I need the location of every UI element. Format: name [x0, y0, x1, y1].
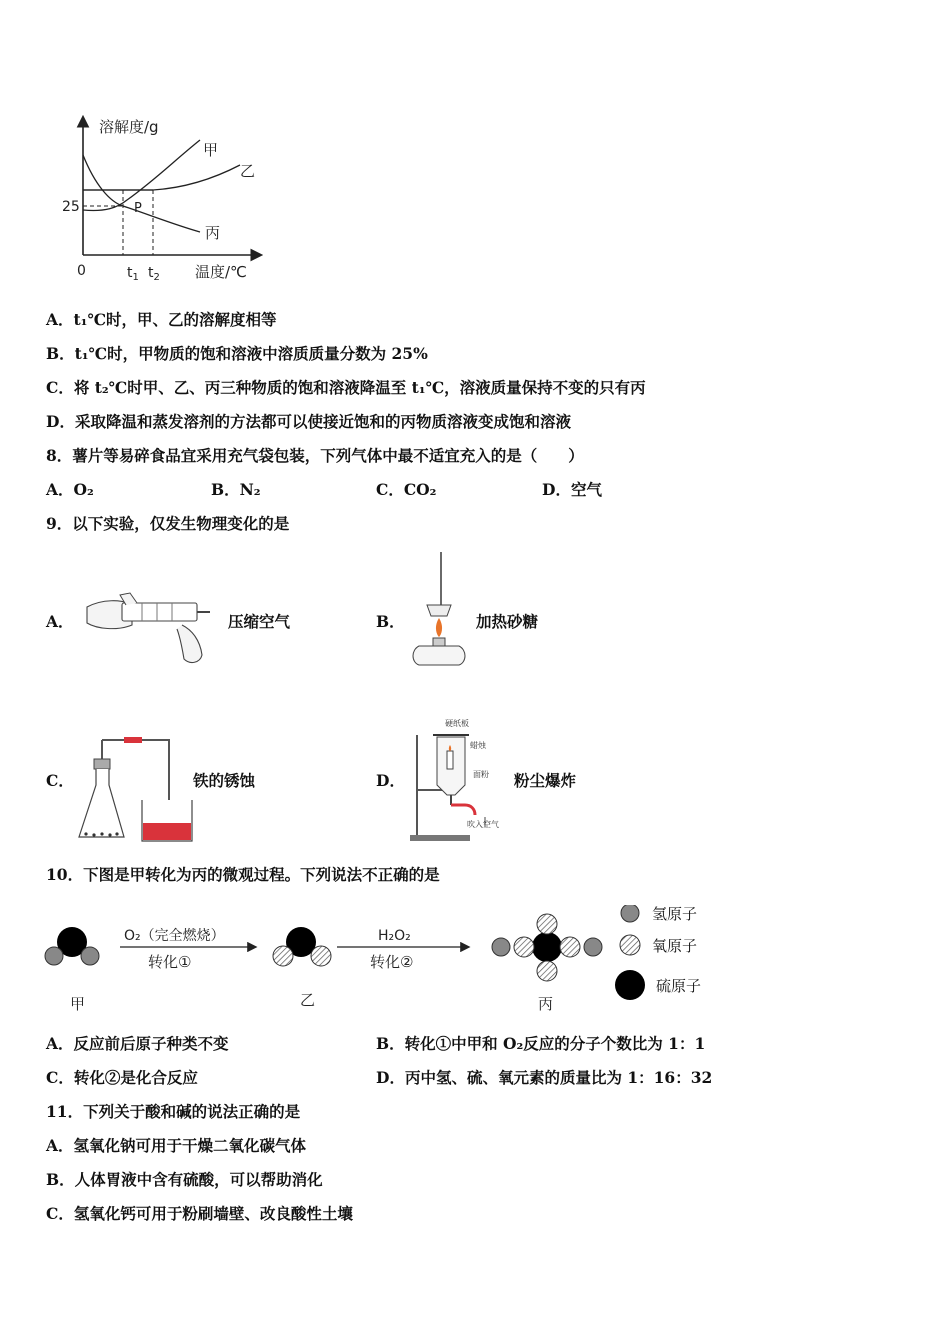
q10-option-d: D．丙中氢、硫、氧元素的质量比为 1：16：32: [376, 1068, 713, 1087]
q10-option-a: A．反应前后原子种类不变: [46, 1034, 229, 1053]
micro-process-diagram: [40, 905, 710, 1020]
graph-y25: 25: [62, 199, 80, 215]
graph-point: P: [134, 201, 142, 216]
q8-option-a: A．O₂: [46, 480, 94, 499]
q8-option-c: C．CO₂: [376, 480, 437, 499]
q7-option-d: D．采取降温和蒸发溶剂的方法都可以使接近饱和的丙物质溶液变成饱和溶液: [46, 412, 571, 431]
d-label-flour: 面粉: [473, 770, 489, 779]
graph-label-bing: 丙: [205, 224, 221, 242]
flame-icon: [436, 618, 442, 637]
q9-b-text: 加热砂糖: [476, 612, 539, 631]
graph-ylabel: 溶解度/g: [99, 118, 159, 136]
graph-origin: 0: [77, 263, 86, 279]
curve-bing: [83, 155, 200, 232]
q9-d-letter: D．: [376, 771, 405, 790]
legend-o-icon: [620, 935, 640, 955]
curve-yi: [83, 165, 240, 190]
legend-h-label: 氢原子: [652, 905, 698, 923]
q8-stem: 8．薯片等易碎食品宜采用充气袋包装，下列气体中最不适宜充入的是（ ）: [46, 446, 584, 465]
q9-a-text: 压缩空气: [228, 612, 291, 631]
legend-s-label: 硫原子: [656, 977, 702, 995]
graph-t2: $t_2$: [148, 265, 160, 283]
q9-b-letter: B．: [376, 612, 405, 631]
q9-c-letter: C．: [46, 771, 74, 790]
graph-label-yi: 乙: [240, 162, 256, 180]
arrow1-bottom: 转化①: [148, 953, 192, 971]
q11-option-c: C．氢氧化钙可用于粉刷墙壁、改良酸性土壤: [46, 1204, 353, 1223]
q10-stem: 10．下图是甲转化为丙的微观过程。下列说法不正确的是: [46, 865, 440, 884]
mol-yi-label: 乙: [300, 991, 316, 1009]
q8-option-b: B．N₂: [211, 480, 261, 499]
q7-option-a: A．t₁℃时，甲、乙的溶解度相等: [46, 310, 277, 329]
q8-option-d: D．空气: [542, 480, 602, 499]
red-liquid: [143, 823, 191, 840]
q11-stem: 11．下列关于酸和碱的说法正确的是: [46, 1102, 301, 1121]
solubility-graph: [55, 110, 270, 290]
q11-option-a: A．氢氧化钠可用于干燥二氧化碳气体: [46, 1136, 307, 1155]
mol-jia-label: 甲: [70, 995, 86, 1013]
dust-explosion-illustration: [405, 715, 515, 845]
q9-stem: 9．以下实验，仅发生物理变化的是: [46, 514, 290, 533]
arrow2-top: H₂O₂: [378, 928, 411, 944]
graph-xlabel: 温度/℃: [195, 263, 247, 281]
legend-s-icon: [615, 970, 645, 1000]
q9-a-letter: A．: [46, 612, 74, 631]
q10-option-c: C．转化②是化合反应: [46, 1068, 198, 1087]
rusting-apparatus-illustration: [74, 735, 199, 845]
q9-d-text: 粉尘爆炸: [514, 771, 577, 790]
q7-option-c: C．将 t₂℃时甲、乙、丙三种物质的饱和溶液降温至 t₁℃，溶液质量保持不变的只有丙: [46, 378, 646, 397]
graph-label-jia: 甲: [203, 141, 219, 159]
d-label-candle: 蜡烛: [470, 741, 486, 750]
d-label-board: 硬纸板: [445, 719, 469, 728]
mol-bing-label: 丙: [538, 995, 554, 1013]
graph-t1: $t_1$: [127, 265, 139, 283]
q10-option-b: B．转化①中甲和 O₂反应的分子个数比为 1：1: [376, 1034, 706, 1053]
alcohol-lamp-illustration: [405, 550, 470, 670]
legend-h-icon: [621, 905, 639, 922]
legend-o-label: 氧原子: [652, 937, 698, 955]
arrow2-bottom: 转化②: [370, 953, 414, 971]
arrow1-top: O₂（完全燃烧）: [124, 928, 225, 944]
q11-option-b: B．人体胃液中含有硫酸，可以帮助消化: [46, 1170, 323, 1189]
q9-c-text: 铁的锈蚀: [193, 771, 256, 790]
d-label-air: 吹入空气: [467, 820, 499, 829]
syringe-illustration: [82, 585, 217, 670]
q7-option-b: B．t₁℃时，甲物质的饱和溶液中溶质质量分数为 25%: [46, 344, 428, 363]
curve-jia: [83, 140, 200, 211]
